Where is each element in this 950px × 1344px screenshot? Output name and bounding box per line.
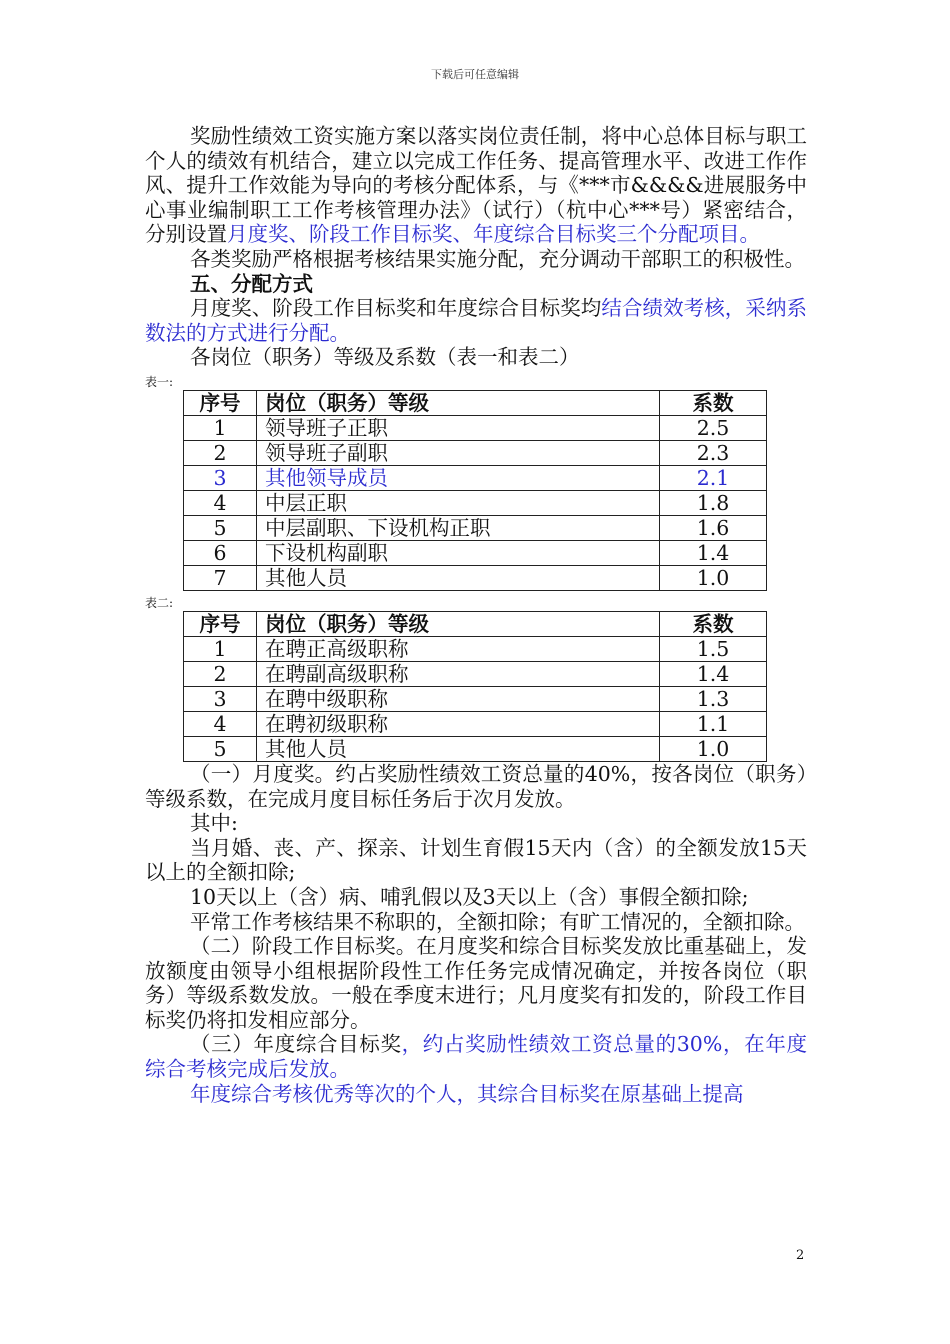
cell-coef: 1.1 bbox=[660, 711, 767, 736]
cell-coef: 1.8 bbox=[660, 490, 767, 515]
paragraph-monthly-bonus: （一）月度奖。约占奖励性绩效工资总量的40%，按各岗位（职务）等级系数，在完成月度目标任务后于次月发放。 bbox=[145, 761, 807, 811]
cell-coef: 1.4 bbox=[660, 540, 767, 565]
annual-highlight: ，约占奖励性绩效工资总量的30%，在年度综合考核完成后发放。 bbox=[145, 1032, 807, 1082]
cell-no: 5 bbox=[184, 736, 257, 761]
cell-coef: 2.1 bbox=[660, 465, 767, 490]
header-no: 序号 bbox=[184, 611, 257, 636]
paragraph-tables-intro: 各岗位（职务）等级及系数（表一和表二） bbox=[190, 345, 580, 370]
table-row bbox=[184, 490, 767, 515]
header-coef: 系数 bbox=[660, 390, 767, 415]
cell-grade: 中层副职、下设机构正职 bbox=[257, 515, 660, 540]
cell-no: 7 bbox=[184, 565, 257, 590]
method-highlight: 结合绩效考核，采纳系数法的方式进行分配。 bbox=[145, 296, 808, 345]
table-row bbox=[184, 465, 767, 490]
table-row bbox=[184, 736, 767, 761]
page-header: 下载后可任意编辑 bbox=[431, 68, 519, 81]
cell-no: 2 bbox=[184, 440, 257, 465]
cell-coef: 1.6 bbox=[660, 515, 767, 540]
header-grade: 岗位（职务）等级 bbox=[257, 390, 660, 415]
table2-body bbox=[184, 636, 767, 761]
cell-grade: 在聘中级职称 bbox=[257, 686, 660, 711]
cell-grade: 中层正职 bbox=[257, 490, 660, 515]
paragraph-evaluation-rule: 平常工作考核结果不称职的，全额扣除；有旷工情况的，全额扣除。 bbox=[190, 909, 805, 934]
cell-grade: 下设机构副职 bbox=[257, 540, 660, 565]
intro-text: 奖励性绩效工资实施方案以落实岗位责任制，将中心总体目标与职工个人的绩效有机结合，建立以完成工作任务、提高管理水平、改进工作作风、提升工作效能为导向的考核分配体系，与《***市&&&&进展服务中心事业编制职工工作考核管理办法》（试行）（杭中心***号）紧密结合，分别设置 bbox=[145, 124, 807, 247]
section-heading: 五、分配方式 bbox=[190, 271, 313, 296]
table-title-coefficients bbox=[183, 611, 767, 762]
paragraph-leave-rule: 当月婚、丧、产、探亲、计划生育假15天内（含）的全额发放15天以上的全额扣除; bbox=[145, 835, 807, 885]
cell-grade: 其他人员 bbox=[257, 565, 660, 590]
page-number: 2 bbox=[796, 1248, 805, 1263]
cell-coef: 1.4 bbox=[660, 661, 767, 686]
header-no: 序号 bbox=[184, 390, 257, 415]
cell-no: 3 bbox=[184, 465, 257, 490]
intro-highlight: 月度奖、阶段工作目标奖、年度综合目标奖三个分配项目。 bbox=[227, 222, 760, 247]
cell-grade: 其他人员 bbox=[257, 736, 660, 761]
cell-no: 2 bbox=[184, 661, 257, 686]
annual-text: （三）年度综合目标奖 bbox=[190, 1032, 402, 1057]
table-position-coefficients bbox=[183, 390, 767, 591]
method-text: 月度奖、阶段工作目标奖和年度综合目标奖均 bbox=[190, 296, 602, 321]
table-row bbox=[184, 661, 767, 686]
cell-coef: 1.5 bbox=[660, 636, 767, 661]
table-header-row bbox=[184, 390, 767, 415]
header-grade: 岗位（职务）等级 bbox=[257, 611, 660, 636]
paragraph-excellent: 年度综合考核优秀等次的个人，其综合目标奖在原基础上提高 bbox=[190, 1081, 744, 1106]
paragraph-among: 其中: bbox=[190, 811, 238, 836]
table-row bbox=[184, 686, 767, 711]
table-row bbox=[184, 515, 767, 540]
cell-no: 6 bbox=[184, 540, 257, 565]
cell-no: 3 bbox=[184, 686, 257, 711]
cell-no: 1 bbox=[184, 415, 257, 440]
cell-coef: 1.3 bbox=[660, 686, 767, 711]
cell-grade: 领导班子副职 bbox=[257, 440, 660, 465]
table-row bbox=[184, 711, 767, 736]
table2-label: 表二: bbox=[145, 595, 174, 610]
table1-body bbox=[184, 415, 767, 590]
paragraph-sick-leave-rule: 10天以上（含）病、哺乳假以及3天以上（含）事假全额扣除; bbox=[190, 884, 749, 909]
table-header-row bbox=[184, 611, 767, 636]
cell-grade: 领导班子正职 bbox=[257, 415, 660, 440]
table-row bbox=[184, 540, 767, 565]
document-body bbox=[145, 124, 807, 1106]
table1-label: 表一: bbox=[145, 374, 174, 389]
table-row bbox=[184, 415, 767, 440]
header-coef: 系数 bbox=[660, 611, 767, 636]
cell-no: 1 bbox=[184, 636, 257, 661]
cell-grade: 在聘初级职称 bbox=[257, 711, 660, 736]
cell-coef: 1.0 bbox=[660, 565, 767, 590]
cell-grade: 其他领导成员 bbox=[257, 465, 660, 490]
cell-no: 4 bbox=[184, 711, 257, 736]
paragraph-annual-bonus bbox=[145, 1032, 807, 1081]
table-row bbox=[184, 565, 767, 590]
cell-coef: 2.3 bbox=[660, 440, 767, 465]
table-row bbox=[184, 440, 767, 465]
cell-grade: 在聘副高级职称 bbox=[257, 661, 660, 686]
cell-no: 5 bbox=[184, 515, 257, 540]
cell-no: 4 bbox=[184, 490, 257, 515]
table-row bbox=[184, 636, 767, 661]
paragraph-method bbox=[145, 296, 807, 345]
paragraph-incentive: 各类奖励严格根据考核结果实施分配，充分调动干部职工的积极性。 bbox=[190, 246, 805, 271]
cell-coef: 1.0 bbox=[660, 736, 767, 761]
cell-grade: 在聘正高级职称 bbox=[257, 636, 660, 661]
paragraph-intro bbox=[145, 124, 807, 247]
cell-coef: 2.5 bbox=[660, 415, 767, 440]
paragraph-stage-bonus: （二）阶段工作目标奖。在月度奖和综合目标奖发放比重基础上，发放额度由领导小组根据阶段性工作任务完成情况确定，并按各岗位（职务）等级系数发放。一般在季度末进行；凡月度奖有扣发的，阶段工作目标奖仍将扣发相应部分。 bbox=[145, 934, 807, 1032]
